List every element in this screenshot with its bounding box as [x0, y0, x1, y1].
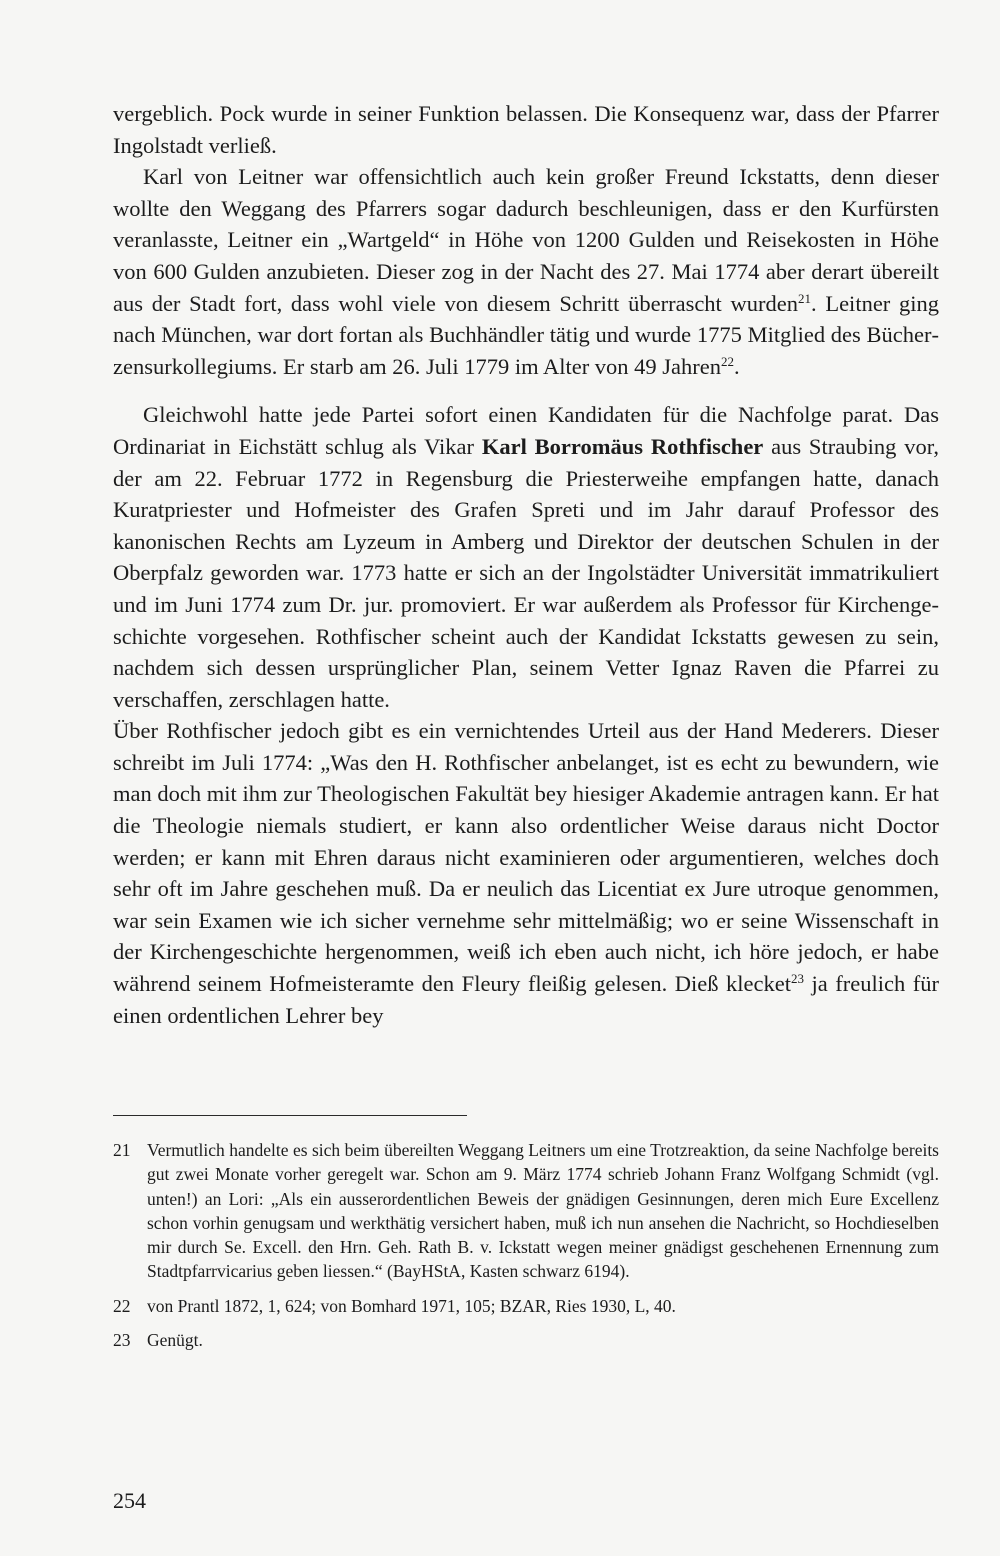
footnote-text: Vermutlich handelte es sich beim übereilten Weggang Leitners um eine Trotzreaktion, da seine Nachfolge bereits gut zwei Monate vorher geregelt war. Schon am 9. März 1774 schrieb Johann Franz Wolfgang Schmidt (vgl. unten!) an Lori: „Als ein ausserordentlichen Beweis der gnädigen Gesinnungen, deren mich Eure Excellenz schon vorhin genugsam und werkthätig versichert haben, muß ich nun ansehen die Nachricht, so Hochdieselben mir durch Se. Excell. den Hrn. Geh. Rath B. v. Ickstatt wegen meiner gnädigst geschehenen Ernennung zum Stadtpfarrvicarius geben liessen.“ (BayHStA, Kasten schwarz 6194). — [147, 1140, 939, 1282]
paragraph-2-text-a: Karl von Leitner war offensichtlich auch kein großer Freund Ickstatts, denn dieser wollte den Weggang des Pfarrers sogar dadurch beschleunigen, dass er den Kurfürsten veranlasste, Leitner ein „Wartgeld“ in Höhe von 1200 Gulden und Reisekosten in Höhe von 600 Gulden anzubieten. Dieser zog in der Nacht des 27. Mai 1774 aber derart übereilt aus der Stadt fort, dass wohl viele von diesem Schritt überrascht wurden — [113, 164, 939, 316]
footnote-number: 21 — [113, 1140, 131, 1160]
person-name-rothfischer: Karl Borromäus Rothfischer — [481, 433, 764, 459]
paragraph-3-text-a: Gleichwohl hatte jede Partei sofort einen Kandidaten für die Nachfolge parat. Das Ordinariat in Eichstätt schlug als Vikar — [113, 402, 939, 459]
paragraph-3 — [113, 399, 939, 715]
paragraph-2-text-b: . Leitner ging nach München, war dort fortan als Buchhändler tätig und wurde 1775 Mitglied des Bücherzensurkollegiums. Er starb am 26. Juli 1779 im Alter von 49 Jahren — [113, 290, 940, 379]
footnote-number: 23 — [113, 1330, 131, 1351]
footnotes — [113, 1138, 939, 1362]
paragraph-1 — [113, 98, 939, 161]
footnote-text: von Prantl 1872, 1, 624; von Bomhard 1971, 105; BZAR, Ries 1930, L, 40. — [147, 1295, 676, 1316]
paragraph-2 — [113, 161, 939, 382]
footnote-text: Genügt. — [147, 1330, 203, 1351]
footnote-number: 22 — [113, 1295, 131, 1316]
footnote-ref-22[interactable]: 22 — [721, 353, 735, 369]
main-text — [113, 98, 939, 1031]
page-number: 254 — [113, 1488, 146, 1513]
footnote-23 — [113, 1328, 939, 1352]
paragraph-4-text-a: Über Rothfischer jedoch gibt es ein vernichtendes Urteil aus der Hand Mederers. Dieser schreibt im Juli 1774: „Was den H. Rothfischer anbelanget, ist es echt zu bewundern, wie man doch mit ihm zur Theologischen Fakultät bey hiesiger Akademie antragen kann. Er hat die Theologie niemals studiert, er kann also ordentlicher Weise daraus nicht Doctor werden; er kann mit Ehren daraus nicht examinieren oder argumentieren, welches doch sehr oft im Jahre geschehen muß. Da er neulich das Licentiat ex Jure utroque genommen, war sein Examen wie ich sicher vernehme sehr mittelmäßig; wo er seine Wissenschaft in der Kirchengeschichte hergenommen, weiß ich eben auch nicht, ich höre jedoch, er habe während seinem Hofmeisteramte den Fleury fleißig gelesen. Dieß klecket — [113, 718, 939, 997]
paragraph-3-text-b: aus Straubing vor, der am 22. Februar 1772 in Regensburg die Priesterweihe empfangen hatte, danach Kuratpriester und Hofmeister des Grafen Spreti und im Jahr darauf Professor des kanonischen Rechts am Lyzeum in Amberg und Direktor der deutschen Schulen in der Oberpfalz geworden war. 1773 hatte er sich an der Ingolstädter Universität immatrikuliert und im Juni 1774 zum Dr. jur. promoviert. Er war außerdem als Professor für Kirchengeschichte vorgesehen. Rothfischer scheint auch der Kandidat Ickstatts gewesen zu sein, nachdem sich dessen ursprünglicher Plan, seinem Vetter Ignaz Raven die Pfarrei zu verschaffen, zerschlagen hatte. — [113, 433, 939, 712]
paragraph-4-text-b: ja freulich für einen ordentlichen Lehrer bey — [113, 971, 939, 1028]
footnote-21 — [113, 1138, 939, 1284]
footnote-separator — [113, 1115, 467, 1116]
paragraph-1-text: vergeblich. Pock wurde in seiner Funktion belassen. Die Konsequenz war, dass der Pfarrer Ingolstadt verließ. — [113, 101, 939, 158]
footnote-ref-23[interactable]: 23 — [791, 971, 805, 987]
paragraph-4 — [113, 715, 939, 1031]
paragraph-2-text-c: . — [734, 353, 740, 379]
footnote-22 — [113, 1294, 939, 1318]
footnote-ref-21[interactable]: 21 — [798, 290, 811, 306]
